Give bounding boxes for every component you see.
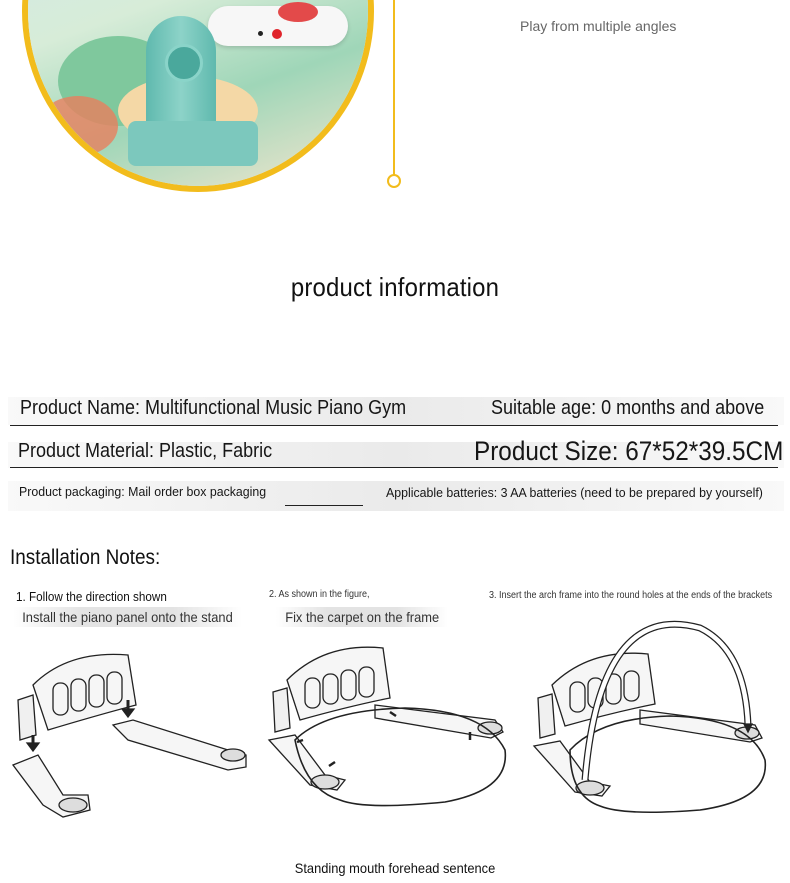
- section-title: product information: [290, 272, 500, 302]
- product-packaging: Product packaging: Mail order box packaging: [19, 484, 267, 499]
- product-info-table: [0, 385, 790, 515]
- hero-subtitle: Play from multiple angles: [520, 18, 677, 34]
- product-name: Product Name: Multifunctional Music Piano Gym: [20, 397, 407, 419]
- carpet-frame-diagram-icon: [265, 640, 513, 810]
- product-size: Product Size: 67*52*39.5CM: [474, 436, 784, 466]
- piano-stand-diagram-icon: [8, 645, 253, 825]
- step-2-subtitle: Fix the carpet on the frame: [276, 607, 448, 627]
- installation-title: Installation Notes:: [10, 546, 161, 569]
- step-2-heading: 2. As shown in the figure,: [269, 589, 370, 600]
- suitable-age: Suitable age: 0 months and above: [491, 397, 765, 419]
- applicable-batteries: Applicable batteries: 3 AA batteries (need to be prepared by yourself): [386, 485, 763, 500]
- callout-line: [393, 0, 395, 176]
- step-3-heading: 3. Insert the arch frame into the round holes at the ends of the brackets: [489, 590, 773, 601]
- bottom-caption: Standing mouth forehead sentence: [294, 860, 496, 876]
- callout-dot: [387, 174, 401, 188]
- arch-frame-diagram-icon: [530, 620, 775, 820]
- product-photo-circle: [22, 0, 374, 192]
- flower-icon: [165, 44, 203, 82]
- product-material: Product Material: Plastic, Fabric: [18, 440, 273, 462]
- step-1-heading: 1. Follow the direction shown: [16, 589, 167, 604]
- step-1-subtitle: Install the piano panel onto the stand: [13, 607, 242, 627]
